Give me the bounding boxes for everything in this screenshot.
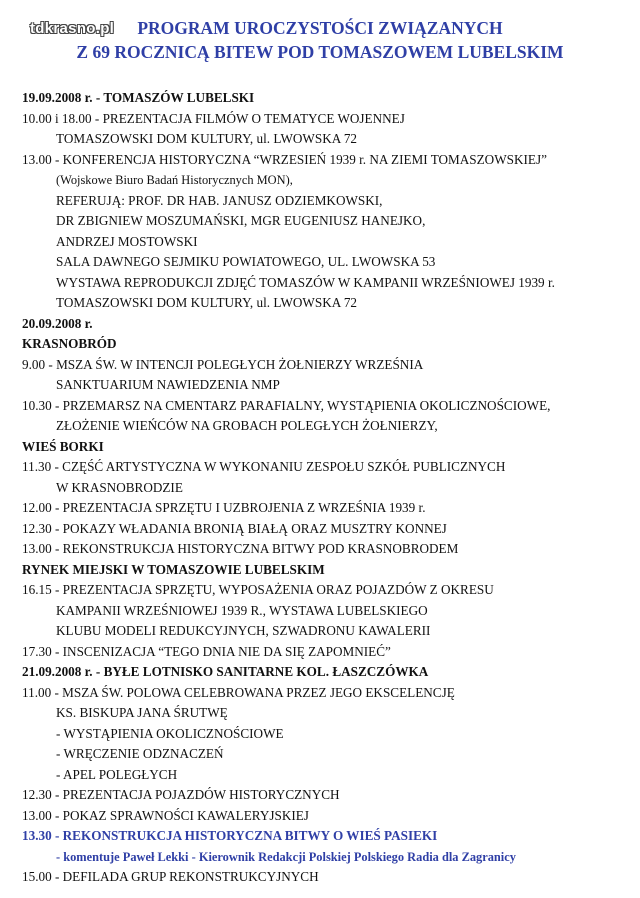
schedule-line: ANDRZEJ MOSTOWSKI: [56, 233, 198, 249]
program-schedule: [22, 88, 632, 888]
document-title-line-1: PROGRAM UROCZYSTOŚCI ZWIĄZANYCH: [137, 18, 503, 38]
schedule-line: 13.00 - POKAZ SPRAWNOŚCI KAWALERYJSKIEJ: [22, 807, 309, 823]
document-title-line-2: Z 69 ROCZNICĄ BITEW POD TOMASZOWEM LUBELSKIM: [76, 42, 564, 62]
schedule-line: 11.00 - MSZA ŚW. POLOWA CELEBROWANA PRZEZ JEGO EKSCELENCJĘ: [22, 684, 455, 700]
schedule-line: 15.00 - DEFILADA GRUP REKONSTRUKCYJNYCH: [22, 869, 319, 884]
schedule-line: - WYSTĄPIENIA OKOLICZNOŚCIOWE: [56, 725, 284, 741]
schedule-line: KLUBU MODELI REDUKCYJNYCH, SZWADRONU KAWALERII: [56, 623, 431, 638]
schedule-line: ZŁOŻENIE WIEŃCÓW NA GROBACH POLEGŁYCH ŻOŁNIERZY,: [56, 418, 438, 433]
schedule-line: 9.00 - MSZA ŚW. W INTENCJI POLEGŁYCH ŻOŁNIERZY WRZEŚNIA: [22, 356, 424, 372]
schedule-line: 12.30 - PREZENTACJA POJAZDÓW HISTORYCZNYCH: [22, 787, 340, 802]
schedule-line: 12.30 - POKAZY WŁADANIA BRONIĄ BIAŁĄ ORAZ MUSZTRY KONNEJ: [22, 520, 447, 536]
schedule-line: KAMPANII WRZEŚNIOWEJ 1939 R., WYSTAWA LUBELSKIEGO: [56, 602, 428, 618]
schedule-line: - APEL POLEGŁYCH: [56, 766, 178, 782]
schedule-line: SANKTUARIUM NAWIEDZENIA NMP: [56, 377, 280, 392]
schedule-line: 11.30 - CZĘŚĆ ARTYSTYCZNA W WYKONANIU ZESPOŁU SZKÓŁ PUBLICZNYCH: [22, 459, 506, 474]
schedule-line: 20.09.2008 r.: [22, 315, 93, 331]
schedule-line: REFERUJĄ: PROF. DR HAB. JANUSZ ODZIEMKOWSKI,: [56, 192, 383, 208]
schedule-line: DR ZBIGNIEW MOSZUMAŃSKI, MGR EUGENIUSZ HANEJKO,: [56, 213, 426, 228]
schedule-line: 10.30 - PRZEMARSZ NA CMENTARZ PARAFIALNY, WYSTĄPIENIA OKOLICZNOŚCIOWE,: [22, 397, 551, 413]
schedule-line: - komentuje Paweł Lekki - Kierownik Redakcji Polskiej Polskiego Radia dla Zagranicy: [56, 849, 516, 864]
schedule-line: KS. BISKUPA JANA ŚRUTWĘ: [56, 705, 228, 720]
schedule-line: (Wojskowe Biuro Badań Historycznych MON),: [56, 173, 293, 187]
schedule-line: KRASNOBRÓD: [22, 336, 117, 351]
schedule-line: WYSTAWA REPRODUKCJI ZDJĘĆ TOMASZÓW W KAMPANII WRZEŚNIOWEJ 1939 r.: [56, 274, 555, 290]
schedule-line: TOMASZOWSKI DOM KULTURY, ul. LWOWSKA 72: [56, 295, 358, 310]
schedule-line: 19.09.2008 r. - TOMASZÓW LUBELSKI: [22, 90, 255, 105]
schedule-line: RYNEK MIEJSKI W TOMASZOWIE LUBELSKIM: [22, 561, 325, 577]
schedule-line: 13.30 - REKONSTRUKCJA HISTORYCZNA BITWY O WIEŚ PASIEKI: [22, 828, 438, 843]
schedule-line: 10.00 i 18.00 - PREZENTACJA FILMÓW O TEMATYCE WOJENNEJ: [22, 110, 405, 126]
schedule-line: WIEŚ BORKI: [22, 438, 104, 454]
schedule-line: 16.15 - PREZENTACJA SPRZĘTU, WYPOSAŻENIA ORAZ POJAZDÓW Z OKRESU: [22, 582, 494, 597]
schedule-line: 13.00 - REKONSTRUKCJA HISTORYCZNA BITWY POD KRASNOBRODEM: [22, 541, 459, 556]
schedule-line: - WRĘCZENIE ODZNACZEŃ: [56, 746, 224, 761]
schedule-line: TOMASZOWSKI DOM KULTURY, ul. LWOWSKA 72: [56, 131, 358, 146]
schedule-line: SALA DAWNEGO SEJMIKU POWIATOWEGO, UL. LWOWSKA 53: [56, 254, 436, 269]
schedule-line: W KRASNOBRODZIE: [56, 479, 183, 495]
schedule-line: 17.30 - INSCENIZACJA “TEGO DNIA NIE DA SIĘ ZAPOMNIEĆ”: [22, 643, 391, 659]
schedule-line: 21.09.2008 r. - BYŁE LOTNISKO SANITARNE KOL. ŁASZCZÓWKA: [22, 664, 429, 679]
site-watermark: tdkrasno.pl: [30, 20, 115, 37]
schedule-line: 12.00 - PREZENTACJA SPRZĘTU I UZBROJENIA Z WRZEŚNIA 1939 r.: [22, 500, 426, 515]
schedule-line: 13.00 - KONFERENCJA HISTORYCZNA “WRZESIEŃ 1939 r. NA ZIEMI TOMASZOWSKIEJ”: [22, 151, 547, 167]
